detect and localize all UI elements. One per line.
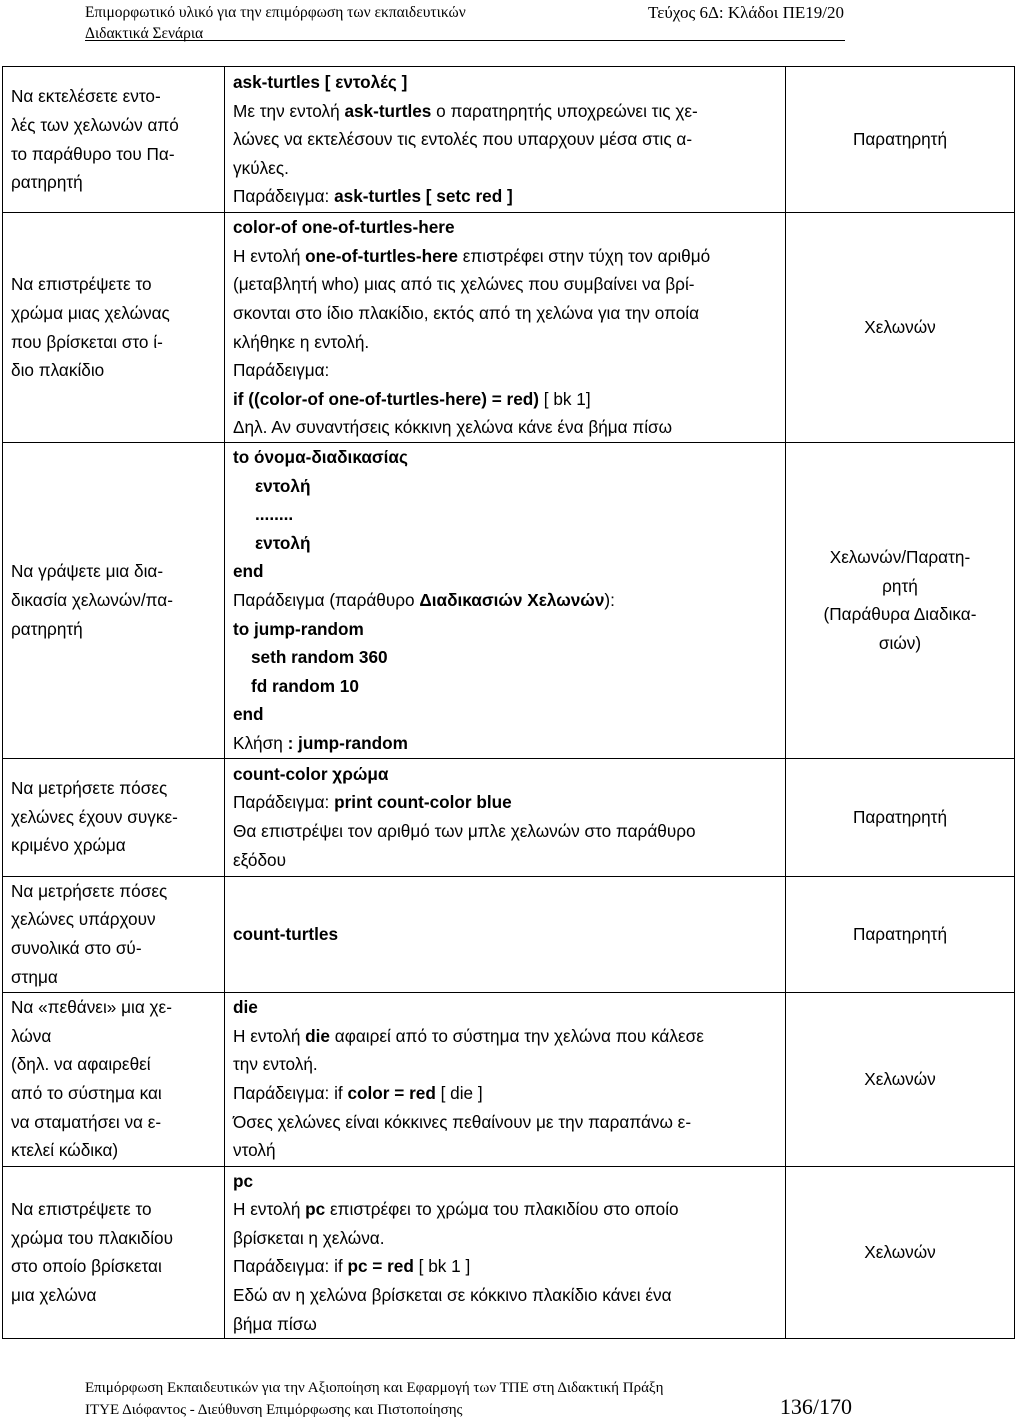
example-code: ask-turtles [ setc red ] <box>334 186 513 207</box>
description-line: βήμα πίσω <box>233 1313 317 1334</box>
code-line: fd random 10 <box>251 675 359 696</box>
code-line: to jump-random <box>233 618 364 639</box>
task-line: Να μετρήσετε πόσες <box>11 880 168 901</box>
command-cell <box>225 992 786 1166</box>
description-line: Εδώ αν η χελώνα βρίσκεται σε κόκκινο πλακίδιο κάνει ένα <box>233 1284 672 1305</box>
text: [ bk 1] <box>539 388 591 409</box>
text: Παράδειγμα: if <box>233 1083 348 1104</box>
text: Παράδειγμα (παράθυρο <box>233 589 420 610</box>
code-line: seth random 360 <box>251 647 388 668</box>
task-line: συνολικά στο σύ- <box>11 938 142 959</box>
task-line: Να επιστρέψετε το <box>11 1199 152 1220</box>
window-line: σιών) <box>878 632 922 653</box>
description-line: Δηλ. Αν συναντήσεις κόκκινη χελώνα κάνε ένα βήμα πίσω <box>233 417 673 438</box>
task-line: να σταματήσει να ε- <box>11 1111 162 1132</box>
table-row <box>3 213 1015 443</box>
command-cell <box>225 758 786 876</box>
table-row <box>3 67 1015 213</box>
text: ): <box>604 589 615 610</box>
text: Κλήση <box>233 732 288 753</box>
table-row <box>3 443 1015 759</box>
description-line: (μεταβλητή who) μιας από τις χελώνες που συμβαίνει να βρί- <box>233 274 695 295</box>
task-cell <box>3 443 225 759</box>
code-line: end <box>233 704 264 725</box>
page-header <box>85 2 466 44</box>
example-label: Παράδειγμα: <box>233 792 335 813</box>
window-cell: Παρατηρητή <box>786 67 1015 213</box>
task-line: κτελεί κώδικα) <box>11 1140 119 1161</box>
command-syntax: die <box>233 997 258 1018</box>
commands-table <box>2 66 1015 1339</box>
window-cell <box>786 443 1015 759</box>
code-line: εντολή <box>255 532 311 553</box>
text: επιστρέφει στην τύχη τον αριθμό <box>457 245 711 266</box>
description-line: ντολή <box>233 1140 276 1161</box>
text: [ bk 1 ] <box>413 1256 471 1277</box>
text: ο παρατηρητής υποχρεώνει τις χε- <box>431 100 698 121</box>
example-label: Παράδειγμα: <box>233 360 330 381</box>
task-line: Να επιστρέψετε το <box>11 274 152 295</box>
example-code: print count-color blue <box>334 792 512 813</box>
example-line <box>233 182 777 211</box>
command-keyword: ask-turtles <box>344 100 432 121</box>
description-line: Θα επιστρέψει τον αριθμό των μπλε χελωνών στο παράθυρο <box>233 821 696 842</box>
description-line: την εντολή. <box>233 1054 318 1075</box>
task-line: Να εκτελέσετε εντο- <box>11 86 161 107</box>
task-line: χρώμα μιας χελώνας <box>11 302 170 323</box>
command-keyword: die <box>305 1025 330 1046</box>
text: επιστρέφει το χρώμα του πλακιδίου στο οποίο <box>325 1199 679 1220</box>
text: Με την εντολή <box>233 100 345 121</box>
task-line: το παράθυρο του Πα- <box>11 143 175 164</box>
task-line: Να «πεθάνει» μια χε- <box>11 997 172 1018</box>
code-line: ........ <box>255 504 294 525</box>
text: Η εντολή <box>233 245 306 266</box>
command-syntax: to όνομα-διαδικασίας <box>233 447 408 467</box>
description-line: λώνες να εκτελέσουν τις εντολές που υπαρχουν μέσα στις α- <box>233 129 693 150</box>
header-divider <box>85 40 845 41</box>
task-cell <box>3 992 225 1166</box>
window-line: Χελωνών/Παρατη- <box>829 547 971 568</box>
task-line: κριμένο χρώμα <box>11 835 126 856</box>
example-line <box>233 788 777 817</box>
task-line: (δηλ. να αφαιρεθεί <box>11 1054 151 1075</box>
window-cell: Χελωνών <box>786 992 1015 1166</box>
example-label: Παράδειγμα: <box>233 186 335 207</box>
table-row <box>3 992 1015 1166</box>
window-cell: Παρατηρητή <box>786 876 1015 992</box>
task-line: στο οποίο βρίσκεται <box>11 1256 162 1277</box>
task-line: Να γράψετε μια δια- <box>11 561 164 582</box>
task-line: μια χελώνα <box>11 1284 97 1305</box>
window-cell: Χελωνών <box>786 213 1015 443</box>
task-line: διο πλακίδιο <box>11 360 105 381</box>
example-code: if ((color-of one-of-turtles-here) = red) <box>233 388 540 409</box>
header-issue: Τεύχος 6Δ: Κλάδοι ΠΕ19/20 <box>648 3 844 22</box>
command-cell <box>225 443 786 759</box>
task-line: ρατηρητή <box>11 618 83 639</box>
call-line <box>233 729 777 758</box>
window-line: (Παράθυρα Διαδικα- <box>823 604 977 625</box>
task-cell <box>3 758 225 876</box>
task-line: δικασία χελωνών/πα- <box>11 589 173 610</box>
task-line: χρώμα του πλακιδίου <box>11 1227 173 1248</box>
footer-title: Επιμόρφωση Εκπαιδευτικών για την Αξιοποίηση και Εφαρμογή των ΤΠΕ στη Διδακτική Πράξη <box>85 1380 664 1396</box>
command-cell <box>225 213 786 443</box>
example-code: : jump-random <box>287 732 408 753</box>
command-keyword: one-of-turtles-here <box>305 245 458 266</box>
description-line: Όσες χελώνες είναι κόκκινες πεθαίνουν με την παραπάνω ε- <box>233 1111 692 1132</box>
task-cell <box>3 1166 225 1339</box>
task-line: ρατηρητή <box>11 172 83 193</box>
text: Παράδειγμα: if <box>233 1256 348 1277</box>
footer-organization: ΙΤΥΕ Διόφαντος - Διεύθυνση Επιμόρφωσης και Πιστοποίησης <box>85 1402 463 1418</box>
command-syntax: pc <box>233 1170 254 1191</box>
task-line: που βρίσκεται στο ί- <box>11 331 163 352</box>
command-cell <box>225 876 786 992</box>
description-line <box>233 1022 777 1051</box>
command-keyword: pc <box>305 1199 326 1220</box>
description-line: βρίσκεται η χελώνα. <box>233 1227 385 1248</box>
description-line <box>233 1195 777 1224</box>
example-code: color = red <box>347 1083 436 1104</box>
header-subtitle: Διδακτικά Σενάρια <box>85 25 204 42</box>
window-cell: Παρατηρητή <box>786 758 1015 876</box>
command-syntax: count-turtles <box>233 923 339 944</box>
command-cell <box>225 67 786 213</box>
description-line: γκύλες. <box>233 157 289 178</box>
example-line <box>233 385 777 414</box>
page-number: 136/170 <box>779 1394 852 1419</box>
description-line <box>233 97 777 126</box>
task-cell <box>3 876 225 992</box>
description-line: κλήθηκε η εντολή. <box>233 331 370 352</box>
text: αφαιρεί από το σύστημα την χελώνα που κάλεσε <box>330 1025 704 1046</box>
table-row <box>3 1166 1015 1339</box>
command-cell <box>225 1166 786 1339</box>
code-line: end <box>233 561 264 582</box>
window-line: ρητή <box>882 575 918 596</box>
window-name: Διαδικασιών Χελωνών <box>419 589 605 610</box>
example-line <box>233 586 777 615</box>
task-line: χελώνες υπάρχουν <box>11 909 156 930</box>
task-line: από το σύστημα και <box>11 1083 162 1104</box>
text: Η εντολή <box>233 1199 306 1220</box>
task-line: στημα <box>11 966 58 987</box>
table-row <box>3 876 1015 992</box>
task-cell <box>3 213 225 443</box>
task-line: λές των χελωνών από <box>11 114 179 135</box>
example-code: pc = red <box>347 1256 414 1277</box>
task-line: λώνα <box>11 1025 52 1046</box>
description-line: εξόδου <box>233 849 286 870</box>
command-syntax: count-color χρώμα <box>233 763 389 784</box>
task-line: χελώνες έχουν συγκε- <box>11 806 178 827</box>
text: [ die ] <box>435 1083 483 1104</box>
table-row <box>3 758 1015 876</box>
window-cell: Χελωνών <box>786 1166 1015 1339</box>
command-syntax: ask-turtles [ εντολές ] <box>233 72 408 93</box>
code-line: εντολή <box>255 475 311 496</box>
example-line <box>233 1252 777 1281</box>
command-syntax: color-of one-of-turtles-here <box>233 217 455 238</box>
description-line: σκονται στο ίδιο πλακίδιο, εκτός από τη χελώνα για την οποία <box>233 302 700 323</box>
header-title: Επιμορφωτικό υλικό για την επιμόρφωση των εκπαιδευτικών <box>85 4 466 21</box>
description-line <box>233 242 777 271</box>
example-line <box>233 1079 777 1108</box>
text: Η εντολή <box>233 1025 306 1046</box>
task-cell <box>3 67 225 213</box>
task-line: Να μετρήσετε πόσες <box>11 778 168 799</box>
